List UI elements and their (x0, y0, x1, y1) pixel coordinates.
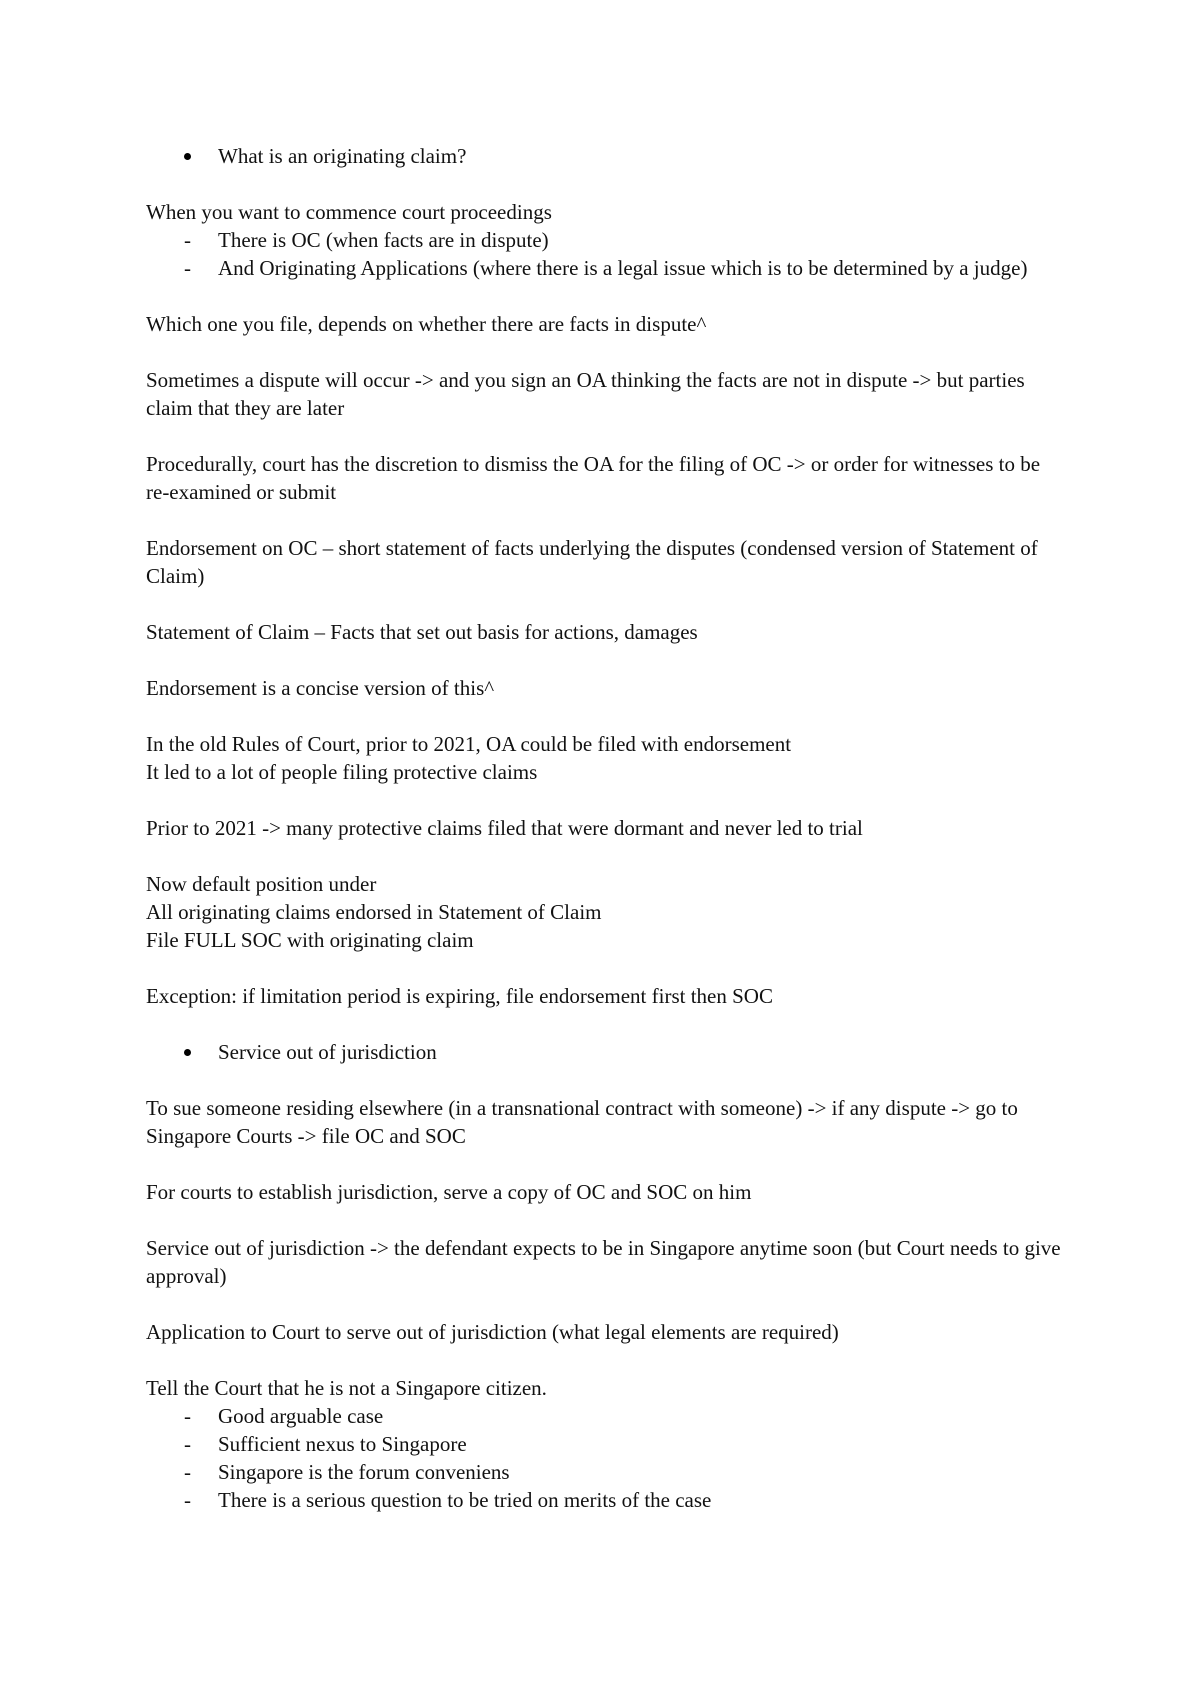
paragraph: Service out of jurisdiction -> the defendant expects to be in Singapore anytime soon (but Court needs to give approval) (146, 1236, 1061, 1288)
bullet-item: Service out of jurisdiction (146, 1038, 1066, 1066)
line: It led to a lot of people filing protective claims (146, 760, 538, 784)
bullet-list-service (146, 1038, 1066, 1066)
dash-item: - And Originating Applications (where there is a legal issue which is to be determined by a judge) (146, 254, 1066, 282)
line: In the old Rules of Court, prior to 2021, OA could be filed with endorsement (146, 732, 792, 756)
paragraph: Endorsement is a concise version of this^ (146, 676, 495, 700)
document-page (146, 142, 1066, 1542)
paragraph: To sue someone residing elsewhere (in a transnational contract with someone) -> if any dispute -> go to Singapore Courts -> file OC and SOC (146, 1096, 1018, 1148)
bullet-list-originating-claim (146, 142, 1066, 170)
dash-item: - Sufficient nexus to Singapore (146, 1430, 1066, 1458)
dash-item: - Good arguable case (146, 1402, 1066, 1430)
dash-list-proceedings (146, 226, 1066, 282)
paragraph-multiline (146, 730, 1066, 786)
dash-list-requirements (146, 1402, 1066, 1514)
paragraph: Which one you file, depends on whether there are facts in dispute^ (146, 312, 707, 336)
paragraph: Application to Court to serve out of jurisdiction (what legal elements are required) (146, 1320, 839, 1344)
paragraph: For courts to establish jurisdiction, serve a copy of OC and SOC on him (146, 1180, 752, 1204)
paragraph: Endorsement on OC – short statement of facts underlying the disputes (condensed version of Statement of Claim) (146, 536, 1038, 588)
line: Now default position under (146, 872, 377, 896)
dash-item: - There is a serious question to be tried on merits of the case (146, 1486, 1066, 1514)
paragraph: Sometimes a dispute will occur -> and you sign an OA thinking the facts are not in dispute -> but parties claim that they are later (146, 368, 1025, 420)
bullet-item: What is an originating claim? (146, 142, 1066, 170)
paragraph-multiline (146, 870, 1066, 954)
paragraph: Tell the Court that he is not a Singapore citizen. (146, 1376, 547, 1400)
dash-item: - There is OC (when facts are in dispute) (146, 226, 1066, 254)
paragraph: Statement of Claim – Facts that set out basis for actions, damages (146, 620, 698, 644)
dash-item: - Singapore is the forum conveniens (146, 1458, 1066, 1486)
line: All originating claims endorsed in Statement of Claim (146, 900, 602, 924)
paragraph: When you want to commence court proceedings (146, 200, 552, 224)
paragraph: Exception: if limitation period is expiring, file endorsement first then SOC (146, 984, 773, 1008)
paragraph: Prior to 2021 -> many protective claims filed that were dormant and never led to trial (146, 816, 863, 840)
paragraph: Procedurally, court has the discretion to dismiss the OA for the filing of OC -> or order for witnesses to be re-examined or submit (146, 452, 1041, 504)
line: File FULL SOC with originating claim (146, 928, 474, 952)
